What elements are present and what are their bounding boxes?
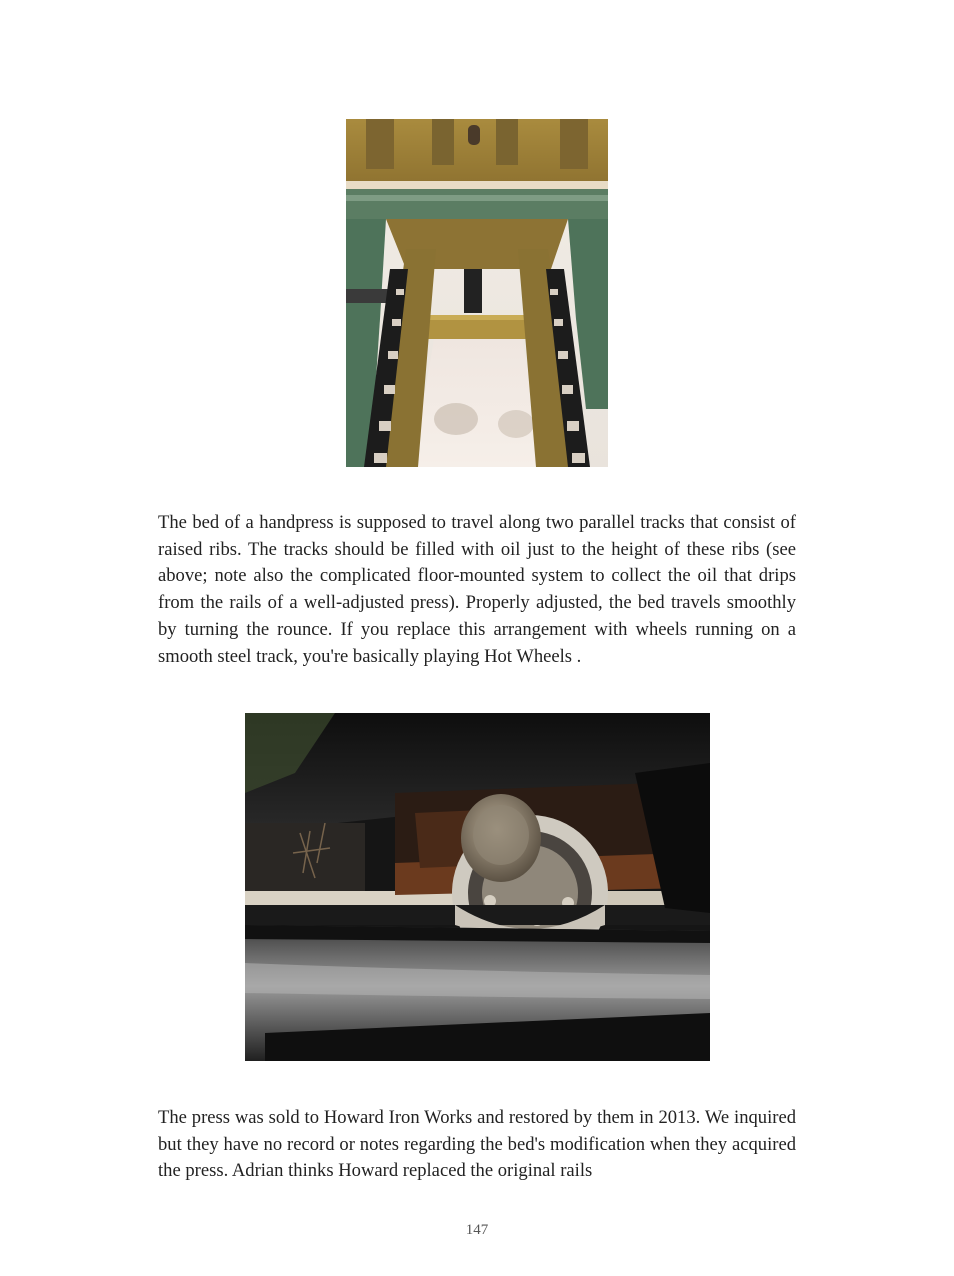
press-tracks-photo <box>346 119 608 467</box>
paragraph-bed-tracks: The bed of a handpress is supposed to travel along two parallel tracks that consist of raised ribs. The tracks should be filled with oil just to the height of these ribs (see above; note also the complicated floor-mounted system to collect the oil that drips from the rails of a well-adjusted press). Properly adjusted, the bed travels smoothly by turning the rounce. If you replace this arrangement with wheels running on a smooth steel track, you're basically playing Hot Wheels . <box>158 512 796 667</box>
paragraph-howard-iron-works: The press was sold to Howard Iron Works and restored by them in 2013. We inquired but they have no record or notes regarding the bed's modification when they acquired the press. Adrian thinks Howard replaced the original rails <box>158 1107 796 1182</box>
page-number: 147 <box>465 1222 489 1238</box>
bed-wheel-photo <box>245 713 710 1061</box>
